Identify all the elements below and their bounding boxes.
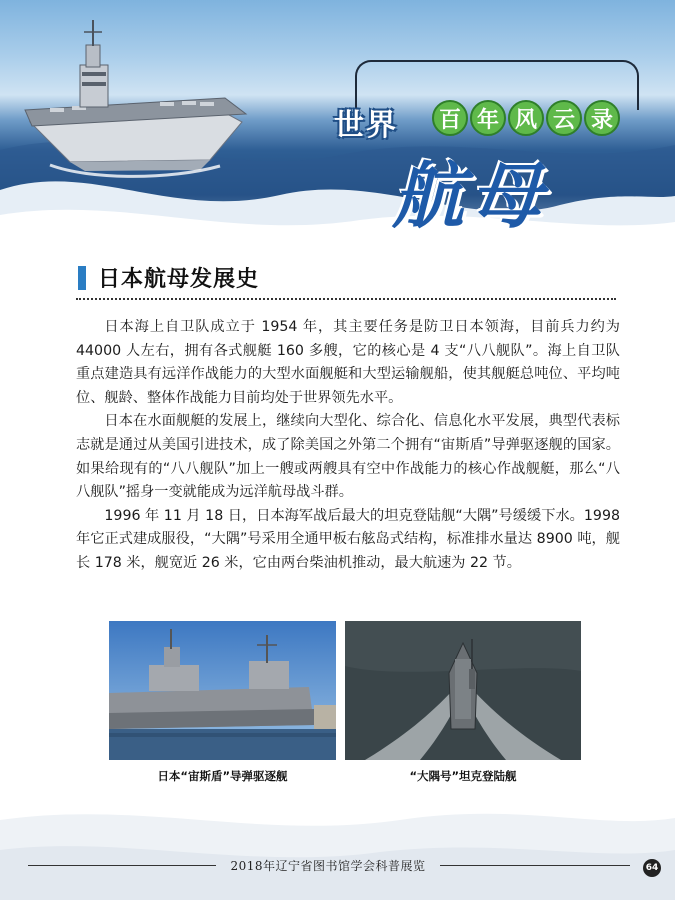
section-heading: 日本航母发展史	[98, 267, 260, 292]
title-badge: 风	[508, 100, 544, 136]
landing-ship-photo	[345, 621, 581, 760]
page-title-group	[330, 60, 650, 240]
destroyer-photo	[109, 621, 336, 760]
title-badge: 云	[546, 100, 582, 136]
aircraft-carrier-illustration	[10, 10, 250, 180]
title-badge: 年	[470, 100, 506, 136]
paragraph: 1996 年 11 月 18 日，日本海军战后最大的坦克登陆舰“大隅”号缓缓下水。1998 年它正式建成服役，“大隅”号采用全通甲板右舷岛式结构，标准排水量达 8900 吨，舰长 178 米，舰宽近 26 米，它由两台柴油机推动，最大航速为 22 节。	[76, 507, 620, 571]
photo-caption: 日本“宙斯盾”导弹驱逐舰	[157, 769, 288, 783]
header-banner	[0, 0, 675, 250]
paragraph: 日本海上自卫队成立于 1954 年，其主要任务是防卫日本领海，目前兵力约为 44000 人左右，拥有各式舰艇 160 多艘，它的核心是 4 支“八八舰队”。海上自卫队重点建造具有远洋作战能力的大型水面舰艇和大型运输舰船，使其舰艇总吨位、平均吨位、舰龄、整体作战能力目前均处于世界领先水平。	[76, 319, 620, 406]
dotted-divider	[76, 298, 616, 300]
article-body	[76, 316, 620, 576]
footer-rule-right	[440, 865, 630, 866]
bottom-sea-wash	[0, 780, 675, 900]
title-badge: 百	[432, 100, 468, 136]
photo-caption: “大隅号”坦克登陆舰	[409, 769, 517, 783]
page-number: 64	[643, 859, 661, 877]
title-badge: 录	[584, 100, 620, 136]
title-world: 世界	[334, 108, 398, 143]
footer-rule-left	[28, 865, 216, 866]
paragraph: 日本在水面舰艇的发展上，继续向大型化、综合化、信息化水平发展，典型代表标志就是通过从美国引进技术，成了除美国之外第二个拥有“宙斯盾”导弹驱逐舰的国家。如果给现有的“八八舰队”加上一艘或两艘具有空中作战能力的核心作战舰艇，那么“八八舰队”摇身一变就能成为远洋航母战斗群。	[76, 413, 620, 501]
footer-exhibition-text: 2018年辽宁省图书馆学会科普展览	[230, 859, 426, 873]
title-aircraft-carrier: 航母	[392, 153, 549, 238]
title-badge-row	[432, 100, 620, 136]
section-accent-bar	[78, 266, 86, 290]
